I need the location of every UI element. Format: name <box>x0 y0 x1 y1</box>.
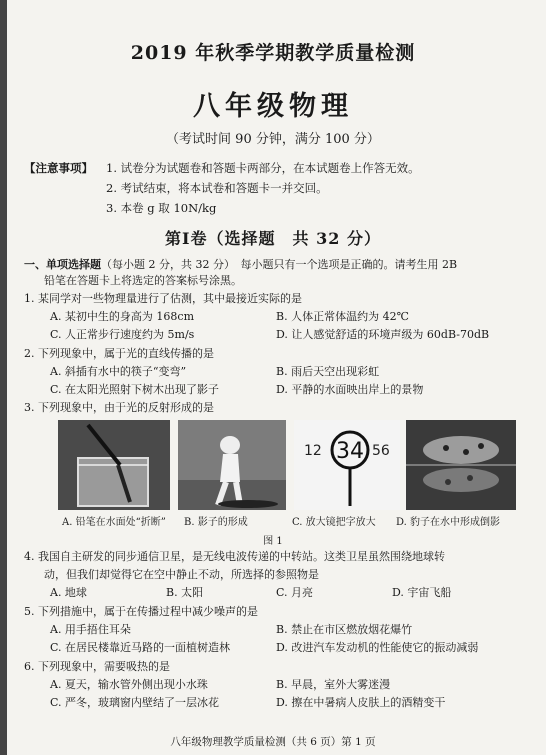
question-6: 6. 下列现象中，需要吸热的是 <box>24 660 170 673</box>
figure-label: 图 1 <box>263 536 283 547</box>
q2-option-d: D. 平静的水面映出岸上的景物 <box>276 383 424 396</box>
exam-time-info: （考试时间 90 分钟，满分 100 分） <box>166 132 380 147</box>
figure-caption-a: A. 铅笔在水面处“折断” <box>62 517 166 528</box>
q4-option-c: C. 月亮 <box>276 586 314 599</box>
q6-option-c: C. 严冬，玻璃窗内壁结了一层冰花 <box>50 696 220 709</box>
part-instruction-line2: 铅笔在答题卡上将选定的答案标号涂黑。 <box>44 274 242 287</box>
exam-title: 2019 年秋季学期教学质量检测 <box>130 42 416 64</box>
svg-text:12: 12 <box>304 443 322 459</box>
figure-pencil-in-water <box>58 420 170 510</box>
q4-option-a: A. 地球 <box>50 586 87 599</box>
notice-item-1: 1. 试卷分为试题卷和答题卡两部分，在本试题卷上作答无效。 <box>106 161 420 175</box>
section-title: 第Ⅰ卷（选择题 共 32 分） <box>165 229 381 248</box>
q4-option-d: D. 宇宙飞船 <box>392 586 452 599</box>
figure-caption-c: C. 放大镜把字放大 <box>292 517 376 528</box>
q6-option-b: B. 早晨，室外大雾迷漫 <box>276 678 391 691</box>
svg-text:34: 34 <box>336 439 364 464</box>
figure-caption-d: D. 豹子在水中形成倒影 <box>396 517 501 528</box>
svg-text:56: 56 <box>372 443 390 459</box>
part-instruction: （每小题 2 分，共 32 分） 每小题只有一个选项是正确的。请考生用 2B <box>101 258 458 271</box>
q2-option-c: C. 在太阳光照射下树木出现了影子 <box>50 383 220 396</box>
q1-option-c: C. 人正常步行速度约为 5m/s <box>50 328 195 341</box>
part-heading: 一、单项选择题 <box>24 258 101 271</box>
notice-label: 【注意事项】 <box>24 161 93 175</box>
page-footer: 八年级物理教学质量检测（共 6 页）第 1 页 <box>170 736 376 748</box>
q6-option-a: A. 夏天，输水管外侧出现小水珠 <box>50 678 208 691</box>
question-2: 2. 下列现象中，属于光的直线传播的是 <box>24 347 214 360</box>
exam-subject: 八年级物理 <box>193 91 353 122</box>
question-4-line2: 动，但我们却觉得它在空中静止不动，所选择的参照物是 <box>44 568 319 581</box>
question-1: 1. 某同学对一些物理量进行了估测，其中最接近实际的是 <box>24 292 302 305</box>
q1-option-a: A. 某初中生的身高为 168cm <box>50 310 195 323</box>
q5-option-c: C. 在居民楼靠近马路的一面植树造林 <box>50 641 231 654</box>
figure-shadow-golfer <box>178 420 286 510</box>
question-5: 5. 下列措施中，属于在传播过程中减少噪声的是 <box>24 605 258 618</box>
q5-option-d: D. 改进汽车发动机的性能使它的振动减弱 <box>276 641 479 654</box>
notice-item-2: 2. 考试结束，将本试卷和答题卡一并交回。 <box>106 181 328 195</box>
q1-option-d: D. 让人感觉舒适的环境声级为 60dB-70dB <box>276 328 490 341</box>
q6-option-d: D. 擦在中暑病人皮肤上的酒精变干 <box>276 696 446 709</box>
figure-caption-b: B. 影子的形成 <box>184 517 248 528</box>
notice-item-3: 3. 本卷 g 取 10N/kg <box>106 201 217 215</box>
q5-option-b: B. 禁止在市区燃放烟花爆竹 <box>276 623 413 636</box>
q5-option-a: A. 用手捂住耳朵 <box>50 623 131 636</box>
figure-magnifier <box>294 420 400 510</box>
q1-option-b: B. 人体正常体温约为 42℃ <box>276 310 409 323</box>
question-4-line1: 4. 我国自主研发的同步通信卫星，是无线电波传递的中转站。这类卫星虽然围绕地球转 <box>24 550 445 563</box>
q2-option-a: A. 斜插有水中的筷子“变弯” <box>50 365 187 378</box>
q4-option-b: B. 太阳 <box>166 586 204 599</box>
q2-option-b: B. 雨后天空出现彩虹 <box>276 365 380 378</box>
question-3: 3. 下列现象中，由于光的反射形成的是 <box>24 401 214 414</box>
figure-leopard-reflection <box>406 420 516 510</box>
part-instruction-line1 <box>24 258 457 272</box>
